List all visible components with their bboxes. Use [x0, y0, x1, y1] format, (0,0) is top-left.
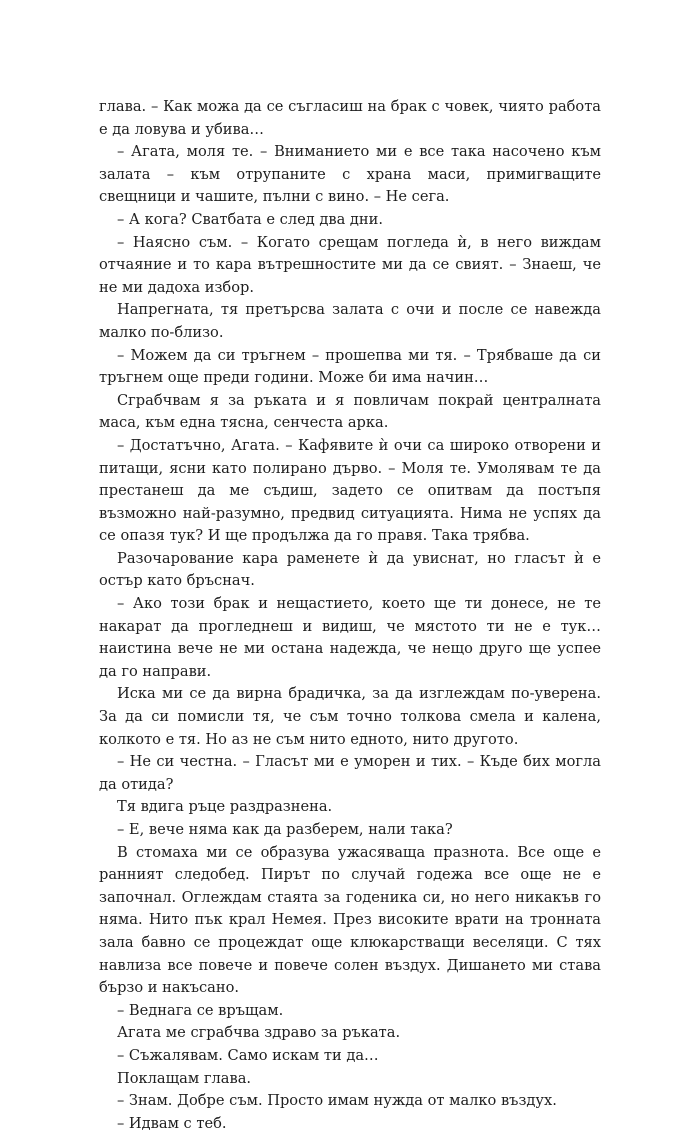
paragraph: – Веднага се връщам.	[117, 1001, 284, 1019]
paragraph: – Агата, моля те. – Вниманието ми е все така насочено към залата – към отрупаните с храна маси, примигващите свещници и чашите, пълни с вино. – Не сега.	[99, 143, 601, 206]
paragraph: Агата ме сграбчва здраво за ръката.	[117, 1024, 401, 1042]
paragraph: – Не си честна. – Гласът ми е уморен и тих. – Къде бих могла да отида?	[99, 753, 601, 793]
paragraph: – Съжалявам. Само искам ти да…	[117, 1046, 379, 1064]
paragraph: Сграбчвам я за ръката и я повличам покрай централната маса, към една тясна, сенчеста арка.	[99, 391, 601, 432]
page-body-text	[99, 96, 601, 1135]
paragraph: В стомаха ми се образува ужасяваща празнота. Все още е ранният следобед. Пирът по случай годежа все още не е започнал. Оглеждам стаята за годеника си, но него никакъв го няма. Нито пък крал Немея. През високите врати на тронната зала бавно се процеждат още клюкарстващи веселяци. С тях навлиза все повече и повече солен въздух. Дишането ми става бързо и накъсано.	[99, 843, 601, 997]
paragraph: – Ако този брак и нещастието, което ще ти донесе, не те накарат да прогледнеш и видиш, че мястото ти не е тук… наистина вече не ми остана надежда, че нещо друго ще успее да го направи.	[99, 595, 601, 680]
paragraph: Разочарование кара раменете ѝ да увиснат, но гласът ѝ е остър като бръснач.	[99, 549, 601, 590]
paragraph: – Е, вече няма как да разберем, нали така?	[117, 821, 453, 838]
paragraph: Тя вдига ръце раздразнена.	[117, 798, 333, 816]
paragraph: Поклащам глава.	[117, 1069, 252, 1087]
paragraph: Иска ми се да вирна брадичка, за да изглеждам по-уверена. За да си помисли тя, че съм точно толкова смела и калена, колкото е тя. Но аз не съм нито едното, нито другото.	[99, 685, 601, 748]
paragraph: глава. – Как можа да се съгласиш на брак с човек, чиято работа е да ловува и убива…	[99, 98, 601, 138]
paragraph: – Наясно съм. – Когато срещам погледа ѝ, в него виждам отчаяние и то кара вътрешностите ми да се свият. – Знаеш, че не ми дадоха избор.	[99, 233, 601, 296]
paragraph: – Достатъчно, Агата. – Кафявите ѝ очи са широко отворени и питащи, ясни като полирано дърво. – Моля те. Умолявам те да престанеш да ме съдиш, задето се опитвам да постъпя възможно най-разумно, предвид ситуацията. Нима не успях да се опазя тук? И ще продължа да го правя. Така трябва.	[99, 436, 601, 545]
paragraph: Напрегната, тя претърсва залата с очи и после се навежда малко по-близо.	[99, 301, 601, 341]
paragraph: – А кога? Сватбата е след два дни.	[117, 210, 384, 228]
paragraph: – Идвам с теб.	[117, 1114, 227, 1132]
paragraph: – Знам. Добре съм. Просто имам нужда от малко въздух.	[117, 1092, 557, 1110]
paragraph: – Можем да си тръгнем – прошепва ми тя. – Трябваше да си тръгнем още преди години. Може би има начин…	[99, 346, 601, 387]
